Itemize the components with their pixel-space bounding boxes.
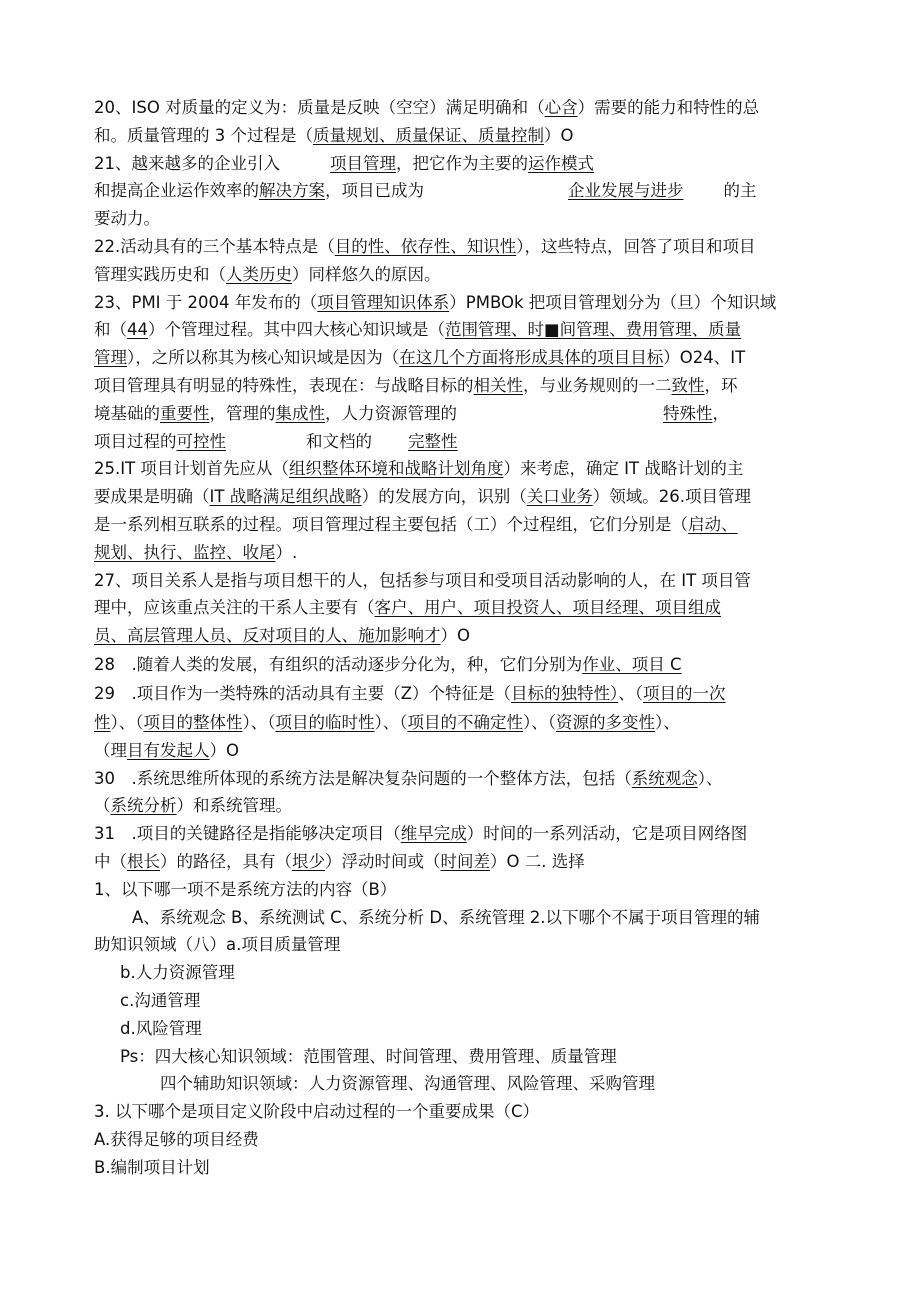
answer-blank: 质量规划、质量保证、质量控制 xyxy=(313,125,544,145)
line-q31-a: 31 .项目的关键路径是指能够决定项目（维早完成）时间的一系列活动，它是项目网络图 xyxy=(94,824,748,844)
line-q20-a: 20、ISO 对质量的定义为：质量是反映（空空）满足明确和（心含）需要的能力和特性的总 xyxy=(94,98,760,117)
answer-blank: 资源的多变性 xyxy=(556,712,655,732)
answer-blank: 致性 xyxy=(671,375,705,395)
line-choice-q3-option-b: B.编制项目计划 xyxy=(94,1157,210,1177)
line-q24-c: 项目过程的可控性 和文档的 完整性 xyxy=(94,431,458,451)
line-q30-a: 30 .系统思维所体现的系统方法是解决复杂问题的一个整体方法，包括（系统观念）、 xyxy=(94,768,723,788)
line-q22-b: 管理实践历史和（人类历史）同样悠久的原因。 xyxy=(94,264,441,284)
answer-blank: 组织整体环境和战略计划角度 xyxy=(288,459,504,479)
line-q27-a: 27、项目关系人是指与项目想干的人，包括参与项目和受项目活动影响的人，在 IT 项目管 xyxy=(94,570,751,590)
answer-blank: 完整性 xyxy=(408,431,458,451)
line-q26-a: 是一系列相互联系的过程。项目管理过程主要包括（工）个过程组，它们分别是（启动、 xyxy=(94,514,738,534)
answer-blank: 人类历史 xyxy=(226,264,292,284)
answer-blank: 系统分析 xyxy=(110,796,177,816)
line-q21-b: 和提高企业运作效率的解决方案，项目已成为 企业发展与进步 的主 xyxy=(94,181,757,201)
line-q21-c: 要动力。 xyxy=(94,209,160,229)
answer-blank: 目标的独特性） xyxy=(511,684,619,704)
line-q24-a: 项目管理具有明显的特殊性，表现在：与战略目标的相关性，与业务规则的一二致性，环 xyxy=(94,375,738,395)
answer-blank: 项目的一次 xyxy=(643,684,726,704)
answer-blank: 心含 xyxy=(544,98,578,117)
line-q25-b: 要成果是明确（IT 战略满足组织战略）的发展方向，识别（关口业务）领域。26.项目管理 xyxy=(94,487,751,507)
answer-blank: 特殊性 xyxy=(663,403,713,423)
answer-blank: 项目管理 xyxy=(330,153,396,173)
line-q20-b: 和。质量管理的 3 个过程是（质量规划、质量保证、质量控制）O xyxy=(94,125,574,145)
line-choice-q2: 助知识领域（八）a.项目质量管理 xyxy=(94,935,341,955)
line-q24-b: 境基础的重要性，管理的集成性，人力资源管理的 特殊性， xyxy=(94,403,729,423)
answer-blank: 重要性 xyxy=(160,403,210,423)
line-q23-c: 管理），之所以称其为核心知识域是因为（在这几个方面将形成具体的项目目标）O24、IT xyxy=(94,348,746,368)
answer-blank: 规划、执行、监控、收尾 xyxy=(94,542,276,562)
answer-blank: 客户、用户、项目投资人、项目经理、项目组成 xyxy=(374,598,721,618)
answer-blank: 企业发展与进步 xyxy=(568,181,684,201)
line-ps-core: Ps：四大核心知识领域：范围管理、时间管理、费用管理、质量管理 xyxy=(120,1046,617,1066)
answer-blank: 根长 xyxy=(127,851,160,871)
line-q29-c: （理目有发起人）O xyxy=(94,740,239,760)
line-q22-a: 22.活动具有的三个基本特点是（目的性、依存性、知识性），这些特点，回答了项目和项目 xyxy=(94,236,756,256)
answer-blank: 项目的不确定性 xyxy=(407,712,523,732)
line-choice-q2-option-b: b.人力资源管理 xyxy=(120,963,235,983)
answer-blank: 管理 xyxy=(94,348,127,368)
answer-blank: 作业、项目 C xyxy=(582,654,682,674)
answer-blank: 解决方案 xyxy=(259,181,325,201)
line-choice-q1: 1、以下哪一项不是系统方法的内容（B） xyxy=(94,879,397,899)
answer-blank: 垠少 xyxy=(292,851,325,871)
answer-blank: IT 战略满足组织战略 xyxy=(209,487,362,507)
answer-blank: 范围管理、时■间管理、费用管理、质量 xyxy=(445,320,742,340)
line-choice-q3: 3. 以下哪个是项目定义阶段中启动过程的一个重要成果（C） xyxy=(94,1102,540,1122)
answer-blank: 目的性、依存性、知识性 xyxy=(334,236,517,256)
line-q31-b: 中（根长）的路径，具有（垠少）浮动时间或（时间差）O 二. 选择 xyxy=(94,851,585,871)
answer-blank: 员、高层管理人员、反对项目的人、施加影响才 xyxy=(94,626,441,646)
line-choice-q3-option-a: A.获得足够的项目经费 xyxy=(94,1129,259,1149)
answer-blank: 可控性 xyxy=(176,431,226,451)
answer-blank: 集成性 xyxy=(275,403,325,423)
answer-blank: 44 xyxy=(127,320,148,340)
line-choice-q2-option-c: c.沟通管理 xyxy=(120,990,201,1010)
answer-blank: 目有发起人 xyxy=(127,740,210,760)
answer-blank: 系统观念 xyxy=(631,768,698,788)
answer-blank: 在这几个方面将形成具体的项目目标 xyxy=(399,348,664,368)
answer-blank: 相关性 xyxy=(473,375,523,395)
line-choice-q1-options: A、系统观念 B、系统测试 C、系统分析 D、系统管理 2.以下哪个不属于项目管理的辅 xyxy=(132,907,761,927)
answer-blank: 关口业务 xyxy=(526,487,593,507)
line-q25-a: 25.IT 项目计划首先应从（组织整体环境和战略计划角度）来考虑，确定 IT 战略计划的主 xyxy=(94,459,744,479)
line-q28: 28 .随着人类的发展，有组织的活动逐步分化为，种，它们分别为作业、项目 C xyxy=(94,654,682,674)
answer-blank: 维早完成 xyxy=(400,824,467,844)
answer-blank: 时间差 xyxy=(440,851,490,871)
line-choice-q2-option-d: d.风险管理 xyxy=(120,1018,202,1038)
line-q23-b: 和（44）个管理过程。其中四大核心知识域是（范围管理、时■间管理、费用管理、质量 xyxy=(94,320,742,340)
answer-blank: 项目的临时性 xyxy=(275,712,375,732)
answer-blank: 项目的整体性 xyxy=(143,712,243,732)
line-q29-b: 性）、（项目的整体性）、（项目的临时性）、（项目的不确定性）、（资源的多变性）、 xyxy=(94,712,680,732)
line-q26-b: 规划、执行、监控、收尾）. xyxy=(94,542,298,562)
line-q27-c: 员、高层管理人员、反对项目的人、施加影响才）O xyxy=(94,626,470,646)
line-ps-aux: 四个辅助知识领域：人力资源管理、沟通管理、风险管理、采购管理 xyxy=(160,1074,655,1094)
answer-blank: 启动、 xyxy=(688,514,738,534)
line-q29-a: 29 .项目作为一类特殊的活动具有主要（Z）个特征是（目标的独特性）、（项目的一次 xyxy=(94,684,726,704)
line-q30-b: （系统分析）和系统管理。 xyxy=(94,796,292,816)
answer-blank: 运作模式 xyxy=(528,153,594,173)
line-q23-a: 23、PMI 于 2004 年发布的（项目管理知识体系）PMBOk 把项目管理划分为（旦）个知识域 xyxy=(94,292,777,312)
answer-blank: 性 xyxy=(94,712,111,732)
line-q27-b: 理中，应该重点关注的干系人主要有（客户、用户、项目投资人、项目经理、项目组成 xyxy=(94,598,721,618)
answer-blank: 项目管理知识体系 xyxy=(317,292,450,312)
line-q21-a: 21、越来越多的企业引入 项目管理，把它作为主要的运作模式 xyxy=(94,153,594,173)
document-body xyxy=(94,94,828,1181)
